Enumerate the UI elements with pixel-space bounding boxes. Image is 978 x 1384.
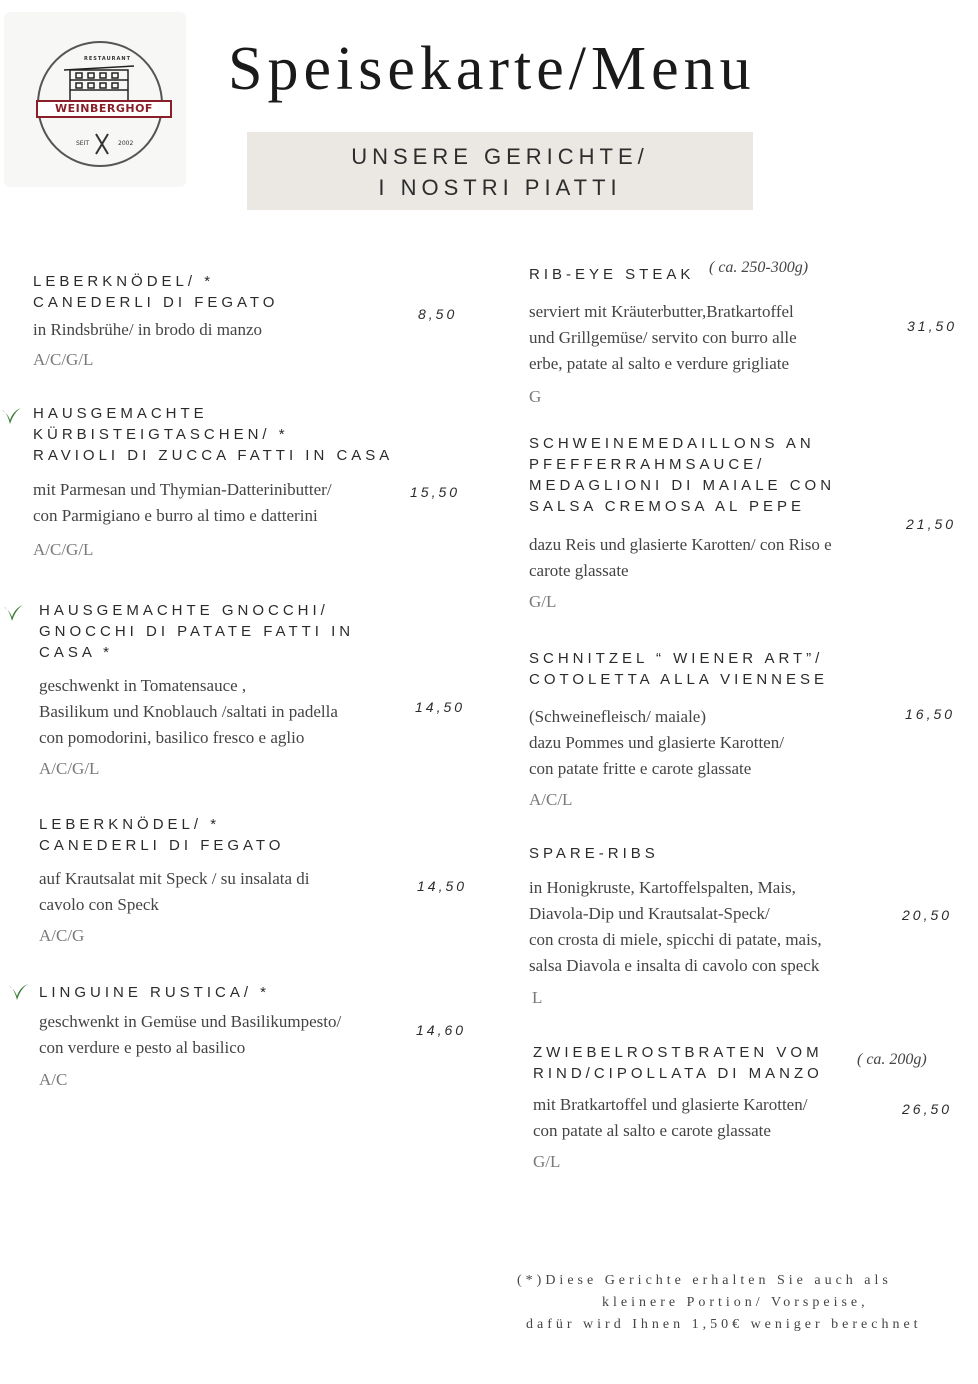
dish-name: RAVIOLI DI ZUCCA FATTI IN CASA [33, 447, 394, 464]
dish-name: KÜRBISTEIGTASCHEN/ * [33, 426, 289, 443]
dish-description: Diavola-Dip und Krautsalat-Speck/ [529, 904, 770, 923]
dish-price: 26,50 [902, 1101, 953, 1117]
dish-price: 14,50 [417, 878, 468, 894]
logo-top-text: RESTAURANT [84, 56, 131, 62]
allergen-codes: G/L [529, 592, 557, 611]
dish-name: CANEDERLI DI FEGATO [33, 294, 279, 311]
dish-description: erbe, patate al salto e verdure grigliate [529, 354, 790, 373]
dish-weight: ( ca. 250-300g) [709, 259, 809, 276]
page-title: Speisekarte/Menu [228, 35, 756, 103]
dish-name: PFEFFERRAHMSAUCE/ [529, 456, 766, 473]
allergen-codes: A/C/G/L [33, 540, 94, 559]
dish-description: geschwenkt in Tomatensauce , [39, 676, 247, 695]
dish-price: 21,50 [906, 516, 957, 532]
dish-description: con pomodorini, basilico fresco e aglio [39, 728, 305, 747]
dish-description: con patate al salto e carote glassate [533, 1121, 771, 1140]
footer-line-3: dafür wird Ihnen 1,50€ weniger berechnet [526, 1317, 922, 1332]
dish-description: und Grillgemüse/ servito con burro alle [529, 328, 797, 347]
dish-description: con patate fritte e carote glassate [529, 759, 752, 778]
vegetarian-leaf-icon [2, 603, 24, 623]
dish-description: mit Bratkartoffel und glasierte Karotten/ [533, 1095, 808, 1114]
logo-year: 2002 [118, 140, 134, 147]
dish-description: con verdure e pesto al basilico [39, 1038, 246, 1057]
dish-description: dazu Pommes und glasierte Karotten/ [529, 733, 784, 752]
allergen-codes: A/C/L [529, 790, 573, 809]
dish-price: 14,60 [416, 1022, 467, 1038]
dish-name: RIB-EYE STEAK [529, 266, 695, 283]
restaurant-logo [4, 12, 186, 187]
dish-name: CASA * [39, 644, 114, 661]
dish-name: MEDAGLIONI DI MAIALE CON [529, 477, 836, 494]
logo-name: WEINBERGHOF [36, 100, 172, 118]
dish-description: auf Krautsalat mit Speck / su insalata di [39, 869, 310, 888]
allergen-codes: A/C/G/L [33, 350, 94, 369]
dish-name: GNOCCHI DI PATATE FATTI IN [39, 623, 355, 640]
dish-name: HAUSGEMACHTE GNOCCHI/ [39, 602, 329, 619]
dish-name: LEBERKNÖDEL/ * [39, 816, 221, 833]
allergen-codes: A/C [39, 1070, 68, 1089]
subtitle-line-2: I NOSTRI PIATTI [378, 175, 622, 200]
vegetarian-leaf-icon [7, 982, 29, 1002]
dish-name: CANEDERLI DI FEGATO [39, 837, 285, 854]
dish-description: serviert mit Kräuterbutter,Bratkartoffel [529, 302, 794, 321]
dish-weight: ( ca. 200g) [857, 1051, 927, 1068]
dish-price: 15,50 [410, 484, 461, 500]
subtitle-box [247, 132, 753, 210]
dish-name: RIND/CIPOLLATA DI MANZO [533, 1065, 823, 1082]
dish-description: con crosta di miele, spicchi di patate, mais, [529, 930, 822, 949]
dish-name: SCHWEINEMEDAILLONS AN [529, 435, 815, 452]
dish-name: SALSA CREMOSA AL PEPE [529, 498, 806, 515]
logo-seit: SEIT [76, 140, 90, 147]
allergen-codes: G [529, 387, 542, 406]
dish-description: in Rindsbrühe/ in brodo di manzo [33, 320, 263, 339]
allergen-codes: A/C/G [39, 926, 85, 945]
subtitle-line-1: UNSERE GERICHTE/ [351, 144, 649, 169]
allergen-codes: A/C/G/L [39, 759, 100, 778]
dish-description: geschwenkt in Gemüse und Basilikumpesto/ [39, 1012, 342, 1031]
dish-description: Basilikum und Knoblauch /saltati in padella [39, 702, 338, 721]
allergen-codes: G/L [533, 1152, 561, 1171]
footer-line-2: kleinere Portion/ Vorspeise, [602, 1295, 869, 1310]
dish-name: LEBERKNÖDEL/ * [33, 273, 215, 290]
dish-name: SCHNITZEL “ WIENER ART”/ [529, 650, 824, 667]
dish-price: 20,50 [902, 907, 953, 923]
dish-price: 8,50 [418, 306, 458, 322]
dish-description: con Parmigiano e burro al timo e datterini [33, 506, 318, 525]
dish-name: HAUSGEMACHTE [33, 405, 208, 422]
dish-description: (Schweinefleisch/ maiale) [529, 707, 707, 726]
dish-price: 16,50 [905, 706, 956, 722]
allergen-codes: L [532, 988, 543, 1007]
dish-description: salsa Diavola e insalta di cavolo con speck [529, 956, 820, 975]
vegetarian-leaf-icon [0, 406, 22, 426]
dish-description: cavolo con Speck [39, 895, 159, 914]
dish-name: ZWIEBELROSTBRATEN VOM [533, 1044, 823, 1061]
dish-price: 31,50 [907, 318, 958, 334]
footer-line-1: (*)Diese Gerichte erhalten Sie auch als [517, 1273, 892, 1288]
dish-price: 14,50 [415, 699, 466, 715]
dish-description: mit Parmesan und Thymian-Datterinibutter/ [33, 480, 332, 499]
dish-name: COTOLETTA ALLA VIENNESE [529, 671, 829, 688]
dish-description: carote glassate [529, 561, 629, 580]
dish-description: in Honigkruste, Kartoffelspalten, Mais, [529, 878, 796, 897]
dish-description: dazu Reis und glasierte Karotten/ con Riso e [529, 535, 832, 554]
dish-name: SPARE-RIBS [529, 845, 659, 862]
dish-name: LINGUINE RUSTICA/ * [39, 984, 271, 1001]
